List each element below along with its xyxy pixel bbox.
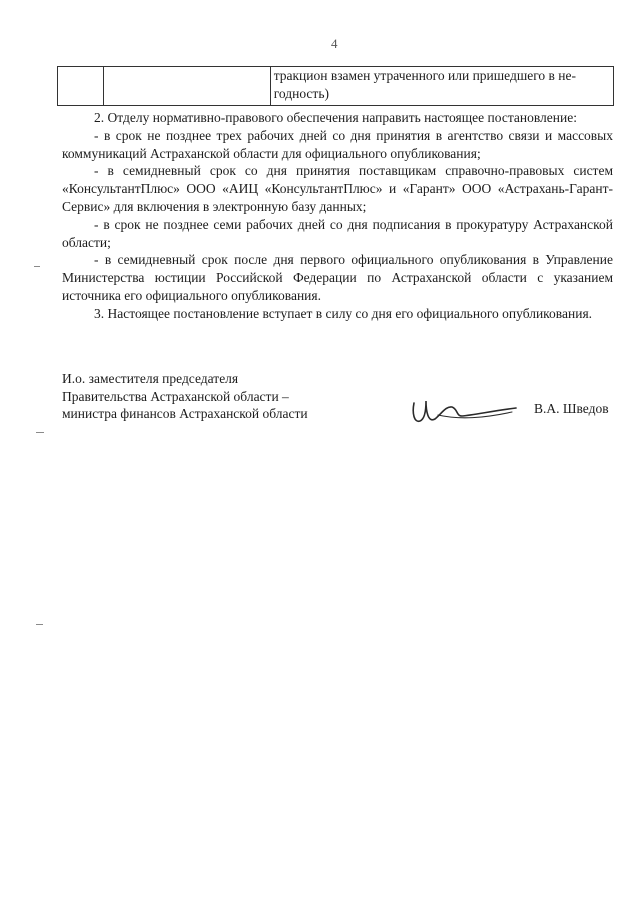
table-cell-line: тракцион взамен утраченного или пришедшего в не- <box>273 68 577 83</box>
paragraph-item-3: 3. Настоящее постановление вступает в силу со дня его официального опубликования. <box>94 305 593 321</box>
signature-position-line: министра финансов Астраханской области <box>62 406 308 421</box>
page-number: 4 <box>331 36 338 51</box>
paragraph-subitem-prosecutor: - в срок не позднее семи рабочих дней со дня подписания в прокуратуру Астраханской области; <box>62 216 613 250</box>
handwritten-signature <box>404 389 522 435</box>
signature-position <box>62 370 308 423</box>
signature-position-line: Правительства Астраханской области – <box>62 388 289 404</box>
paragraph-subitem-legal-systems: - в семидневный срок со дня принятия поставщикам справочно-правовых систем «КонсультантПлюс» ООО «АИЦ «КонсультантПлюс» и «Гарант» ООО «Астрахань-Гарант-Сервис» для включения в электронную базу данных; <box>62 163 613 214</box>
signature-position-line: И.о. заместителя председателя <box>62 371 239 386</box>
document-body <box>62 109 613 323</box>
margin-mark <box>36 432 44 433</box>
table-row <box>58 67 614 106</box>
paragraph-subitem-justice: - в семидневный срок после дня первого официального опубликования в Управление Министерства юстиции Российской Федерации по Астраханской области с указанием источника его официального опубликования. <box>62 252 613 303</box>
paragraph-item-2: 2. Отделу нормативно-правового обеспечения направить настоящее постановление: <box>94 110 577 125</box>
table-cell-line: годность) <box>273 86 329 101</box>
table-cell-description <box>270 67 613 106</box>
margin-mark <box>36 624 43 625</box>
table-continuation <box>57 66 614 106</box>
margin-mark <box>34 266 40 267</box>
table-cell-number <box>58 67 104 106</box>
signer-name: В.А. Шведов <box>534 401 609 416</box>
paragraph-subitem-media: - в срок не позднее трех рабочих дней со дня принятия в агентство связи и массовых коммуникаций Астраханской области для официального опубликования; <box>62 127 613 161</box>
table-cell-name <box>104 67 271 106</box>
